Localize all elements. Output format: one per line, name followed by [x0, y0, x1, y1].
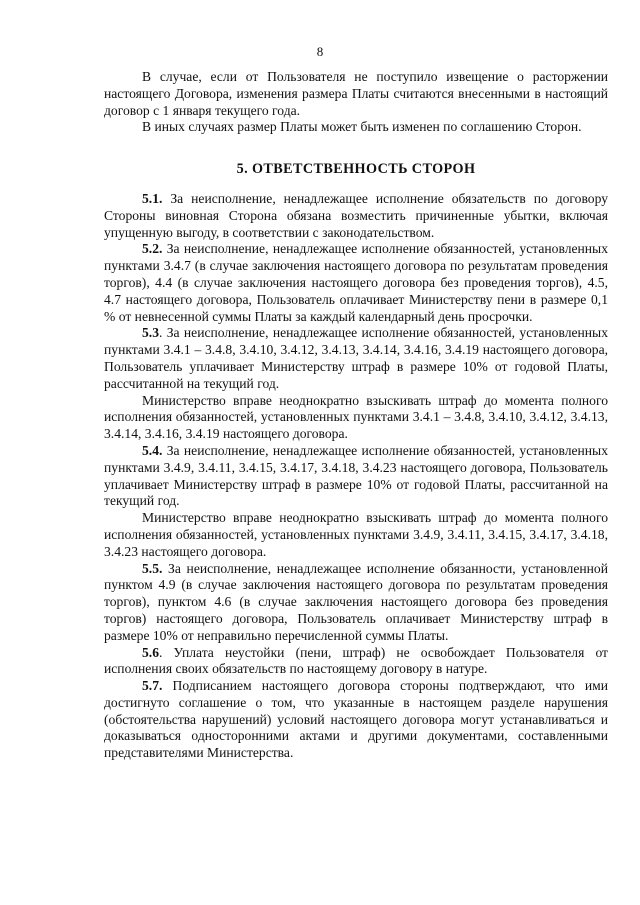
- clause-number: 5.5.: [142, 560, 163, 576]
- clause-5-7: [104, 678, 608, 762]
- clause-5-6: [104, 645, 608, 679]
- clause-text: За неисполнение, ненадлежащее исполнение обязанности, установленной пунктом 4.9 (в случае заключения настоящего договора по результатам проведения торгов), пунктом 4.6 (в случае заключения настоящего договора без проведения торгов) настоящего договора, Пользователь оплачивает Министерству штраф в размере 10% от неправильно перечисленной суммы Платы.: [104, 560, 608, 643]
- clause-5-3-continuation: [104, 393, 608, 443]
- clause-number: 5.7.: [142, 678, 163, 694]
- clause-5-4: [104, 443, 608, 510]
- clause-text: За неисполнение, ненадлежащее исполнение обязанностей, установленных пунктами 3.4.9, 3.4.11, 3.4.15, 3.4.17, 3.4.18, 3.4.23 настоящего договора, Пользователь уплачивает Министерству штраф в размере 10% от годовой Платы, рассчитанной на текущий год.: [104, 442, 608, 509]
- intro-paragraph-1: В случае, если от Пользователя не поступило извещение о расторжении настоящего Договора, изменения размера Платы считаются внесенными в настоящий договор с 1 января текущего года.: [104, 69, 608, 118]
- clause-number: 5.1.: [142, 190, 163, 206]
- clause-number: 5.3: [142, 325, 159, 341]
- document-body: [104, 69, 608, 762]
- clause-5-4-continuation: [104, 510, 608, 560]
- section-title: 5. ОТВЕТСТВЕННОСТЬ СТОРОН: [236, 161, 476, 178]
- clause-text: Министерство вправе неоднократно взыскивать штраф до момента полного исполнения обязанностей, установленных пунктами 3.4.9, 3.4.11, 3.4.15, 3.4.17, 3.4.18, 3.4.23 настоящего договора.: [104, 510, 608, 559]
- clause-number: 5.4.: [142, 442, 163, 458]
- clause-5-5: [104, 561, 608, 645]
- clause-text: Министерство вправе неоднократно взыскивать штраф до момента полного исполнения обязанностей, установленных пунктами 3.4.1 – 3.4.8, 3.4.10, 3.4.12, 3.4.13, 3.4.14, 3.4.16, 3.4.19 настоящего договора.: [104, 392, 608, 442]
- clause-text: За неисполнение, ненадлежащее исполнение обязательств по договору Стороны виновная Сторона обязана возместить причиненные убытки, включая упущенную выгоду, в соответствии с законодательством.: [104, 190, 608, 240]
- intro-paragraph-2: В иных случаях размер Платы может быть изменен по соглашению Сторон.: [142, 119, 582, 135]
- clause-text: . Уплата неустойки (пени, штраф) не освобождает Пользователя от исполнения своих обязательств по настоящему договору в натуре.: [104, 644, 608, 677]
- clause-text: . За неисполнение, ненадлежащее исполнение обязанностей, установленных пунктами 3.4.1 – 3.4.8, 3.4.10, 3.4.12, 3.4.13, 3.4.14, 3.4.16, 3.4.19 настоящего договора, Пользователь уплачивает Министерству штраф в размере 10% от годовой Платы, рассчитанной на текущий год.: [104, 325, 608, 391]
- clause-5-2: [104, 241, 608, 325]
- clause-5-3: [104, 325, 608, 392]
- clause-text: Подписанием настоящего договора стороны подтверждают, что ими достигнуто соглашение о том, что указанные в настоящем разделе нарушения (обстоятельства нарушений) условий настоящего договора могут устанавливаться и доказываться односторонними актами и другими документами, составленными представителями Министерства.: [104, 678, 609, 761]
- page-number: 8: [316, 44, 324, 59]
- clause-5-1: [104, 191, 608, 241]
- clause-number: 5.2.: [142, 241, 163, 257]
- clause-text: За неисполнение, ненадлежащее исполнение обязанностей, установленных пунктами 3.4.7 (в случае заключения настоящего договора по результатам проведения торгов), 4.4 (в случае заключения настоящего договора без проведения торгов), 4.5, 4.7 настоящего договора, Пользователь оплачивает Министерству пени в размере 0,1 % от невнесенной суммы Платы за каждый календарный день просрочки.: [104, 241, 608, 324]
- clause-number: 5.6: [142, 644, 159, 660]
